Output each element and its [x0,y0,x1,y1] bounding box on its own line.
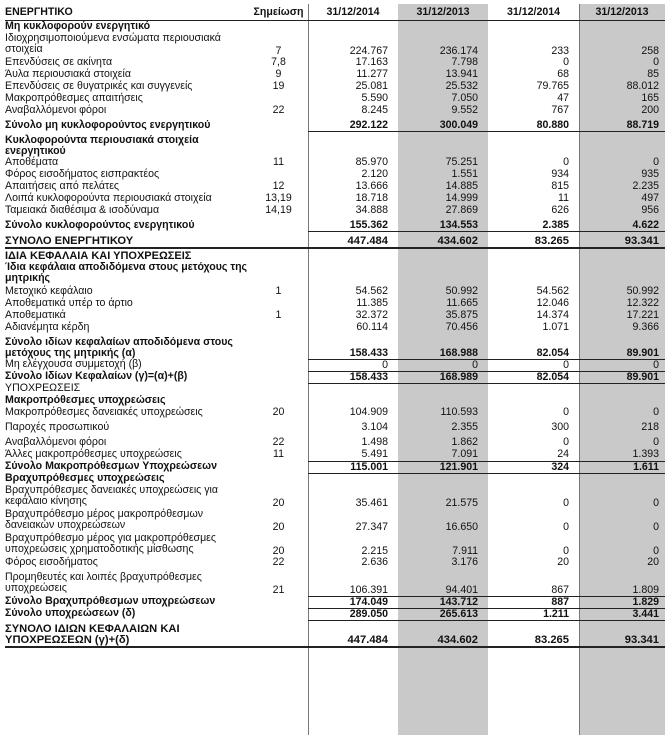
row-value [579,383,665,395]
row-value: 11.665 [446,297,478,309]
table-row [5,181,665,193]
row-value: 60.114 [356,321,388,333]
row-label: ΣΥΝΟΛΟ ΙΔΙΩΝ ΚΕΦΑΛΑΙΩΝ ΚΑΙ ΥΠΟΧΡΕΩΣΕΩΝ (γ)+(δ) [5,620,249,647]
row-value: 14.374 [536,309,569,321]
row-value: 934 [551,167,569,180]
table-row [5,322,665,334]
row-value [398,262,488,286]
row-note: 14,19 [265,203,292,216]
row-value: 0 [653,436,659,448]
row-value: 447.484 [308,620,398,647]
row-note [249,596,308,608]
row-value: 35.461 [355,497,388,509]
row-value: 50.992 [445,285,478,297]
row-value: 0 [308,359,398,371]
table-row [5,21,665,33]
row-value: 21.575 [445,497,478,509]
row-value: 5.590 [361,91,388,104]
row-note [249,93,308,105]
row-label: Μακροπρόθεσμες δανειακές υποχρεώσεις [5,406,203,418]
row-label: Απαιτήσεις από πελάτες [5,179,120,192]
row-value: 447.484 [308,232,398,249]
row-value: 1.551 [451,167,478,180]
row-value: 0 [563,497,569,509]
row-value: 300.049 [398,117,488,132]
row-value: 158.433 [308,334,398,359]
row-value: 4.622 [579,217,665,232]
row-value: 165 [641,91,659,104]
row-value: 0 [653,521,659,533]
row-value: 0 [488,359,579,371]
row-value [308,21,398,33]
row-value: 497 [641,191,659,204]
row-value: 104.909 [349,406,388,418]
table-row [5,57,665,69]
table-row [5,93,665,105]
row-value: 7.091 [398,449,488,461]
row-value: 867 [488,572,579,596]
row-label: Λοιπά κυκλοφορούντα περιουσιακά στοιχεία [5,191,212,204]
row-note [249,322,308,334]
row-label: Αδιανέμητα κέρδη [5,321,90,333]
table-row [5,217,665,232]
table-row [5,533,665,557]
row-value: 32.372 [355,309,388,321]
row-value: 13.941 [445,67,478,80]
table-row [5,557,665,572]
row-note: 22 [272,436,285,448]
row-value [488,248,579,262]
table-row [5,117,665,132]
row-label: Αποθεματικά υπέρ το άρτιο [5,297,133,309]
table-row [5,608,665,620]
row-value: 35.875 [445,309,478,321]
row-note: 1 [275,309,282,321]
row-value [488,132,579,157]
table-row [5,422,665,437]
header-note: Σημείωση [249,5,308,21]
row-value: 300 [551,421,569,433]
row-value: 115.001 [308,461,398,473]
row-note: 20 [272,545,285,557]
row-value: 0 [563,55,569,68]
row-value: 0 [653,55,659,68]
row-value: 14.885 [445,179,478,192]
row-value: 68 [557,67,569,80]
row-value: 1.393 [579,449,665,461]
row-value: 7.798 [451,55,478,68]
row-note [249,461,308,473]
row-note [249,371,308,383]
row-value [579,473,665,485]
row-value: 27.869 [445,203,478,216]
row-value [579,262,665,286]
table-row [5,572,665,596]
row-label: Βραχυπρόθεσμες υποχρεώσεις [5,472,165,484]
row-value: 20 [557,556,569,568]
row-label: Σύνολο Μακροπρόθεσμων Υποχρεώσεων [5,460,217,472]
row-value: 9.552 [451,103,478,116]
table-row [5,69,665,81]
table-row [5,132,665,157]
row-value [579,248,665,262]
row-value: 11.277 [356,67,388,80]
row-note [249,117,308,132]
row-value: 0 [563,545,569,557]
table-row [5,169,665,181]
row-value: 85 [647,67,659,80]
row-value: 121.901 [398,461,488,473]
row-label: Μη κυκλοφορούν ενεργητικό [5,20,151,32]
row-value: 168.989 [398,371,488,383]
row-value: 2.215 [361,545,388,557]
row-value [579,132,665,157]
row-value [488,21,579,33]
table-row [5,262,665,286]
row-value: 224.767 [349,44,388,57]
header-label: ΕΝΕΡΓΗΤΙΚΟ [5,5,249,21]
row-value: 767 [551,103,569,116]
row-value: 14.999 [445,191,478,204]
row-value: 289.050 [308,608,398,620]
row-note [249,334,308,359]
row-note: 13,19 [265,191,292,204]
row-label: ΥΠΟΧΡΕΩΣΕΙΣ [5,382,81,394]
row-value: 70.456 [445,321,478,333]
row-label: Βραχυπρόθεσμες δανειακές υποχρεώσεις για κεφάλαιο κίνησης [5,484,218,507]
row-value [398,383,488,395]
table-row [5,205,665,217]
row-value: 88.012 [626,79,659,92]
row-value: 85.970 [355,155,388,168]
row-note [249,262,308,286]
row-note: 20 [272,406,285,418]
row-value [398,473,488,485]
table-row [5,193,665,205]
row-label: Βραχυπρόθεσμο μέρος για μακροπρόθεσμες υποχρεώσεις χρηματοδοτικής μίσθωσης [5,532,217,555]
table-row [5,371,665,383]
row-value: 265.613 [398,608,488,620]
row-note [249,422,308,437]
row-value: 0 [563,521,569,533]
row-label: Αποθεματικά [5,309,66,321]
row-label: Σύνολο κυκλοφορούντος ενεργητικού [5,218,195,231]
row-note: 7 [275,44,282,57]
row-note: 22 [272,103,285,116]
row-value: 2.120 [361,167,388,180]
row-label: Φόρος εισοδήματος [5,556,98,568]
row-value: 93.341 [579,232,665,249]
row-label: Μακροπρόθεσμες απαιτήσεις [5,91,143,104]
table-row [5,248,665,262]
row-value: 34.888 [355,203,388,216]
row-value: 1.809 [579,572,665,596]
row-note [249,217,308,232]
row-value: 7.911 [452,545,478,557]
row-value: 0 [398,359,488,371]
row-value [308,262,398,286]
row-label: ΣΥΝΟΛΟ ΕΝΕΡΓΗΤΙΚΟΥ [5,232,249,249]
row-value: 83.265 [488,232,579,249]
row-value: 815 [551,179,569,192]
row-value [488,473,579,485]
row-value: 16.650 [445,521,478,533]
row-label: Παροχές προσωπικού [5,421,110,433]
row-value: 155.362 [308,217,398,232]
row-value [308,473,398,485]
row-label: Σύνολο ιδίων κεφαλαίων αποδιδόμενα στους μετόχους της μητρικής (α) [5,336,233,359]
table-row [5,81,665,93]
row-value: 1.498 [361,436,388,448]
row-value: 20 [647,556,659,568]
row-value: 143.712 [398,596,488,608]
row-value: 233 [551,44,569,57]
header-col: 31/12/2013 [579,5,665,21]
row-note [249,473,308,485]
row-value: 258 [641,44,659,57]
row-note: 21 [272,584,285,596]
row-value: 0 [653,545,659,557]
row-note: 19 [272,79,285,92]
row-value: 80.880 [488,117,579,132]
row-value: 2.636 [361,556,388,568]
row-value: 134.553 [398,217,488,232]
row-note [249,232,308,249]
row-label: Σύνολο υποχρεώσεων (δ) [5,607,136,619]
row-value: 1.862 [451,436,478,448]
table-row [5,232,665,249]
row-value: 106.391 [308,572,398,596]
table-row [5,509,665,533]
row-value: 50.992 [626,285,659,297]
row-label: Αναβαλλόμενοι φόροι [5,436,107,448]
table-row [5,157,665,169]
row-label: Φόρος εισοδήματος εισπρακτέος [5,167,160,180]
row-value: 3.176 [451,556,478,568]
row-value: 1.071 [542,321,569,333]
row-value: 3.104 [361,421,388,433]
row-value: 2.355 [451,421,478,433]
row-value: 2.385 [488,217,579,232]
header-col: 31/12/2014 [308,5,398,21]
row-label: Επενδύσεις σε ακίνητα [5,55,113,68]
row-value: 5.491 [308,449,398,461]
header-col: 31/12/2014 [488,5,579,21]
row-label: Βραχυπρόθεσμο μέρος μακροπρόθεσμων δανειακών υποχρεώσεων [5,508,204,531]
row-note [249,169,308,181]
row-value: 54.562 [536,285,569,297]
row-label: Μακροπρόθεσμες υποχρεώσεις [5,394,166,406]
row-value: 17.163 [355,55,388,68]
row-value: 89.901 [579,334,665,359]
row-value [308,248,398,262]
row-label: Σύνολο Βραχυπρόθεσμων υποχρεώσεων [5,595,216,607]
row-value: 434.602 [398,620,488,647]
row-value: 887 [488,596,579,608]
table-row [5,105,665,117]
row-note: 11 [273,155,284,168]
balance-sheet-table [5,5,665,648]
row-value: 54.562 [355,285,388,297]
row-value: 0 [563,406,569,418]
row-value: 17.221 [626,309,659,321]
row-value: 18.718 [355,191,388,204]
row-value: 110.593 [440,406,478,418]
row-note: 12 [272,179,285,192]
row-value: 8.245 [361,103,388,116]
table-row [5,407,665,422]
row-value: 12.322 [626,297,659,309]
row-value: 47 [557,91,569,104]
row-value [308,132,398,157]
row-value: 27.347 [355,521,388,533]
row-note [249,620,308,647]
row-label: Ίδια κεφάλαια αποδιδόμενα στους μετόχους της μητρικής [5,261,248,284]
row-label: Αποθέματα [5,155,59,168]
row-value: 200 [641,103,659,116]
row-value: 956 [641,203,659,216]
row-value: 11.385 [356,297,388,309]
header-col: 31/12/2013 [398,5,488,21]
row-value: 89.901 [579,371,665,383]
row-value: 1.611 [579,461,665,473]
row-value: 0 [653,406,659,418]
row-note [249,383,308,395]
row-value [488,262,579,286]
row-label: ΙΔΙΑ ΚΕΦΑΛΑΙΑ ΚΑΙ ΥΠΟΧΡΕΩΣΕΙΣ [5,250,192,262]
row-label: Μετοχικό κεφάλαιο [5,285,93,297]
table-row [5,620,665,647]
row-note [249,21,308,33]
table-row [5,485,665,509]
row-value: 174.049 [308,596,398,608]
row-label: Προμηθευτές και λοιπές βραχυπρόθεσμες υποχρεώσεις [5,571,202,594]
row-label: Μη ελέγχουσα συμμετοχή (β) [5,358,142,370]
row-value: 935 [641,167,659,180]
row-value: 434.602 [398,232,488,249]
row-value: 0 [563,436,569,448]
row-value: 158.433 [308,371,398,383]
row-note: 20 [272,521,285,533]
row-value [579,395,665,407]
row-value: 626 [551,203,569,216]
row-value: 82.054 [488,371,579,383]
row-label: Αναβαλλόμενοι φόροι [5,103,107,116]
row-value: 12.046 [536,297,569,309]
row-note [249,359,308,371]
row-note [249,608,308,620]
row-value: 0 [579,359,665,371]
row-value: 0 [653,497,659,509]
row-value: 324 [488,461,579,473]
row-value [579,21,665,33]
row-note: 7,8 [271,55,286,68]
row-value: 0 [653,155,659,168]
row-value: 25.081 [355,79,388,92]
row-value [308,383,398,395]
row-value: 93.341 [579,620,665,647]
row-value: 13.666 [355,179,388,192]
row-label: Κυκλοφορούντα περιουσιακά στοιχεία ενεργητικού [5,133,199,157]
row-value: 3.441 [579,608,665,620]
row-value: 2.235 [632,179,659,192]
row-value: 7.050 [451,91,478,104]
row-label: Σύνολο μη κυκλοφορούντος ενεργητικού [5,118,211,131]
row-note: 11 [273,448,284,460]
row-label: Επενδύσεις σε θυγατρικές και συγγενείς [5,79,193,92]
row-value: 25.532 [445,79,478,92]
row-value: 94.401 [398,572,488,596]
row-value: 1.829 [579,596,665,608]
row-value [398,248,488,262]
row-note: 1 [275,285,282,297]
row-label: Άυλα περιουσιακά στοιχεία [5,67,131,80]
row-value: 88.719 [579,117,665,132]
row-value: 75.251 [445,155,478,168]
row-label: Ταμειακά διαθέσιμα & ισοδύναμα [5,203,160,216]
row-note [249,132,308,157]
row-value: 236.174 [439,44,478,57]
row-value: 11 [558,191,569,204]
row-value: 83.265 [488,620,579,647]
row-value: 218 [641,421,659,433]
row-note: 20 [272,497,285,509]
row-value: 24 [488,449,579,461]
table-row [5,334,665,359]
row-note: 9 [275,67,282,80]
row-value [398,132,488,157]
row-value: 1.211 [488,608,579,620]
row-label: Άλλες μακροπρόθεσμες υποχρεώσεις [5,448,182,460]
header-row [5,5,665,21]
row-value: 292.122 [308,117,398,132]
row-value: 0 [563,155,569,168]
row-value: 82.054 [488,334,579,359]
row-value: 79.765 [536,79,569,92]
row-note: 22 [272,556,285,568]
table-row [5,33,665,57]
row-label: Σύνολο Ιδίων Κεφαλαίων (γ)=(α)+(β) [5,370,188,382]
row-label: Ιδιοχρησιμοποιούμενα ενσώματα περιουσιακά στοιχεία [5,31,221,55]
row-value: 9.366 [632,321,659,333]
row-value [398,21,488,33]
row-note [249,248,308,262]
row-value: 168.988 [398,334,488,359]
row-value [488,383,579,395]
